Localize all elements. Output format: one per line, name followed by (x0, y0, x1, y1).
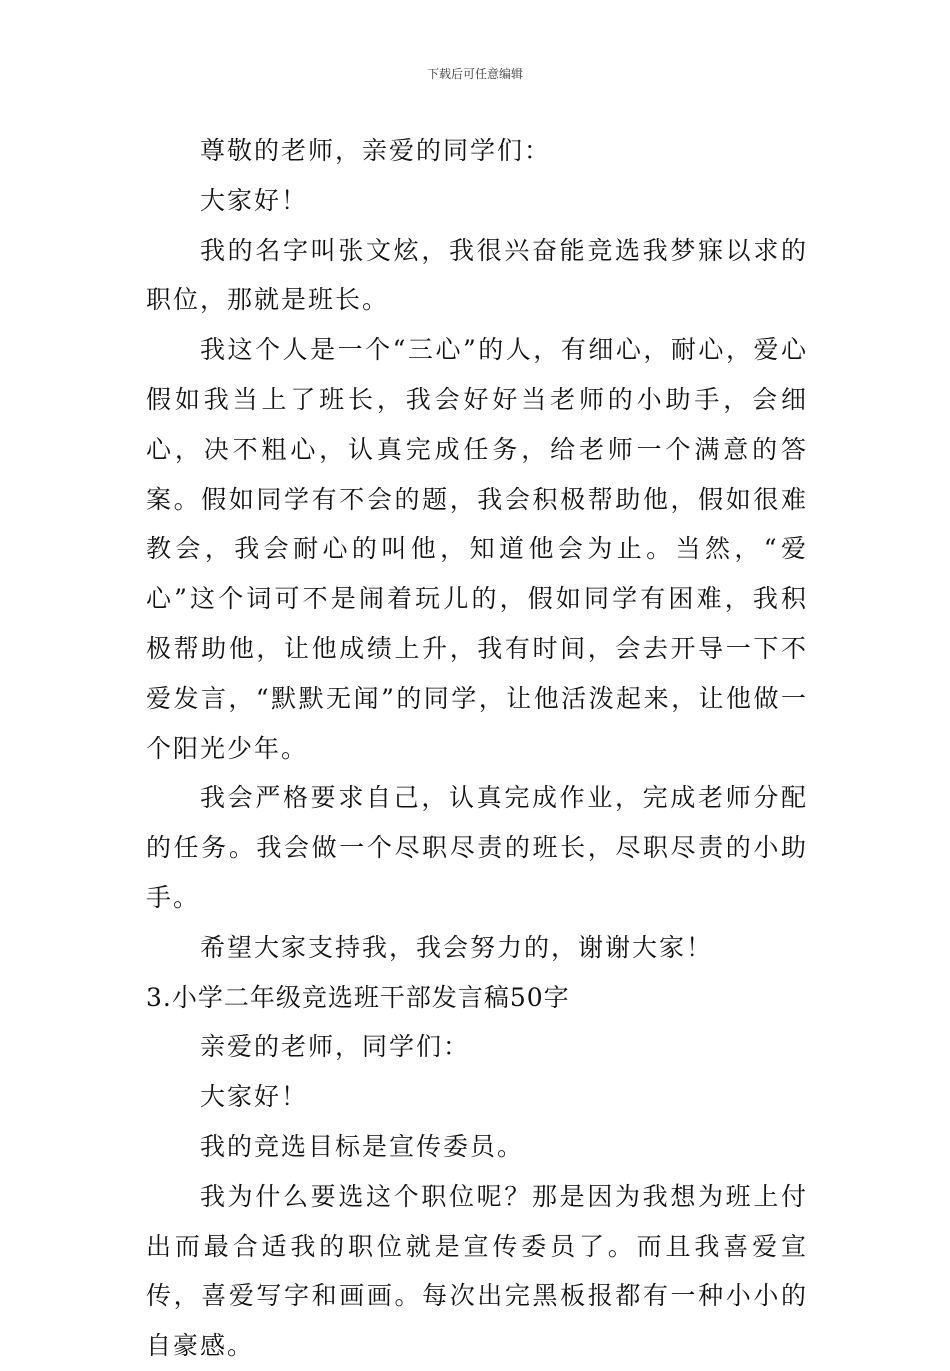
three-hearts-paragraph: 我这个人是一个“三心”的人，有细心，耐心，爱心假如我当上了班长，我会好好当老师的小助手，会细心，决不粗心，认真完成任务，给老师一个满意的答案。假如同学有不会的题，我会积极帮助他，假如很难教会，我会耐心的叫他，知道他会为止。当然，“爱心”这个词可不是闹着玩儿的，假如同学有困难，我积极帮助他，让他成绩上升，我有时间，会去开导一下不爱发言，“默默无闻”的同学，让他活泼起来，让他做一个阳光少年。 (146, 335, 808, 763)
section-heading: 3.小学二年级竞选班干部发言稿50字 (146, 982, 570, 1012)
introduction-paragraph: 我的名字叫张文炫，我很兴奋能竞选我梦寐以求的职位，那就是班长。 (146, 235, 808, 315)
greeting-paragraph: 尊敬的老师，亲爱的同学们： (200, 136, 552, 165)
greeting-paragraph-2: 亲爱的老师，同学们： (200, 1032, 471, 1062)
page-header-note: 下载后可任意编辑 (426, 67, 523, 81)
commitment-paragraph: 我会严格要求自己，认真完成作业，完成老师分配的任务。我会做一个尽职尽责的班长，尽职尽责的小助手。 (146, 783, 808, 912)
hello-paragraph-2: 大家好！ (200, 1082, 309, 1112)
closing-paragraph: 希望大家支持我，我会努力的，谢谢大家！ (200, 932, 714, 962)
hello-paragraph: 大家好！ (200, 185, 309, 215)
document-body (146, 126, 808, 1371)
reason-paragraph: 我为什么要选这个职位呢？那是因为我想为班上付出而最合适我的职位就是宣传委员了。而且我喜爱宣传，喜爱写字和画画。每次出完黑板报都有一种小小的自豪感。 (146, 1181, 808, 1361)
goal-paragraph: 我的竞选目标是宣传委员。 (200, 1131, 525, 1161)
